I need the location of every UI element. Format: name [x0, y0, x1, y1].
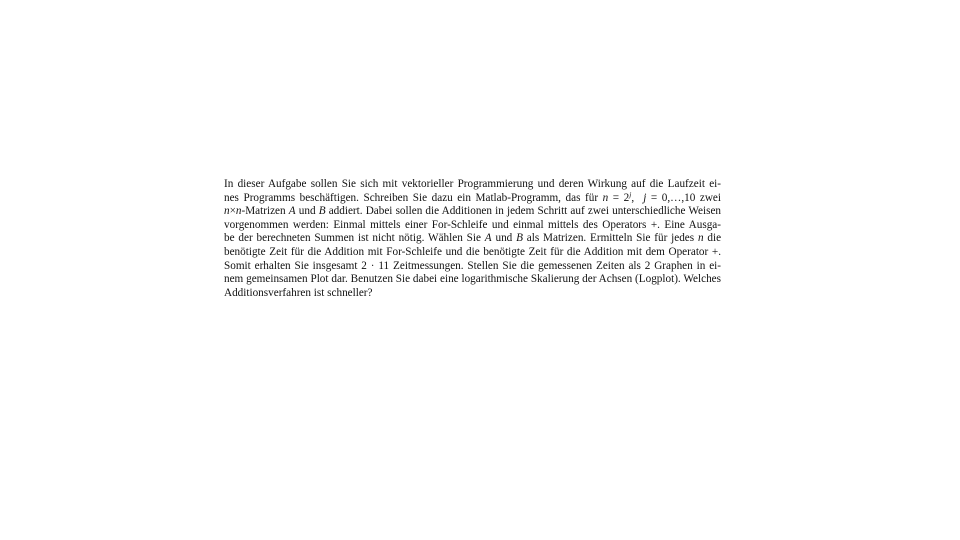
paragraph-text: die [707, 232, 722, 245]
paragraph-text: -Matrizen [241, 205, 286, 218]
exercise-paragraph [224, 178, 721, 300]
paragraph-line-2 [224, 189, 722, 206]
math-exponent-j: j [629, 189, 632, 199]
math-variable-n: n [235, 205, 242, 218]
paragraph-line-8: nem gemeinsamen Plot dar. Benutzen Sie dabei eine logarithmische Skalierung der Achsen (Logplot). Welches [224, 273, 721, 286]
paragraph-line-6: benötigte Zeit für die Addition mit For-Schleife und die benötigte Zeit für die Addition mit dem Operator +. [224, 245, 721, 258]
math-range: = 0,…,10 zwei [646, 191, 722, 204]
paragraph-line-1: In dieser Aufgabe sollen Sie sich mit vektorieller Programmierung und deren Wirkung auf die Laufzeit ei- [224, 178, 721, 190]
math-variable-n: n [602, 191, 609, 204]
math-comma: , [631, 191, 635, 204]
math-matrix-a: A [288, 205, 296, 218]
math-equals-power: = 2 [608, 191, 630, 204]
paragraph-text: nes Programms beschäftigen. Schreiben Sie dazu ein Matlab-Programm, das für [224, 191, 599, 204]
math-matrix-a: A [484, 232, 492, 245]
paragraph-line-4: vorgenommen werden: Einmal mittels einer For-Schleife und einmal mittels des Operators +. Eine Ausga- [224, 218, 721, 231]
math-variable-j: j [643, 191, 647, 204]
paragraph-line-3 [224, 205, 721, 219]
math-matrix-b: B [516, 232, 523, 245]
paragraph-text: be der berechneten Summen ist nicht nötig. Wählen Sie [224, 232, 481, 245]
paragraph-text: und [298, 205, 316, 218]
math-variable-n: n [224, 205, 230, 218]
paragraph-text: addiert. Dabei sollen die Additionen in jedem Schritt auf zwei unterschiedliche Weisen [328, 205, 722, 218]
paragraph-text: als Matrizen. Ermitteln Sie für jedes [526, 232, 695, 245]
paragraph-line-5 [224, 232, 721, 246]
math-matrix-b: B [318, 205, 326, 218]
math-variable-n: n [697, 232, 704, 245]
paragraph-text: und [495, 232, 513, 245]
paragraph-line-9: Additionsverfahren ist schneller? [224, 286, 373, 299]
math-times: × [229, 205, 236, 218]
paragraph-line-7: Somit erhalten Sie insgesamt 2 · 11 Zeitmessungen. Stellen Sie die gemessenen Zeiten als 2 Graphen in ei- [224, 259, 721, 272]
